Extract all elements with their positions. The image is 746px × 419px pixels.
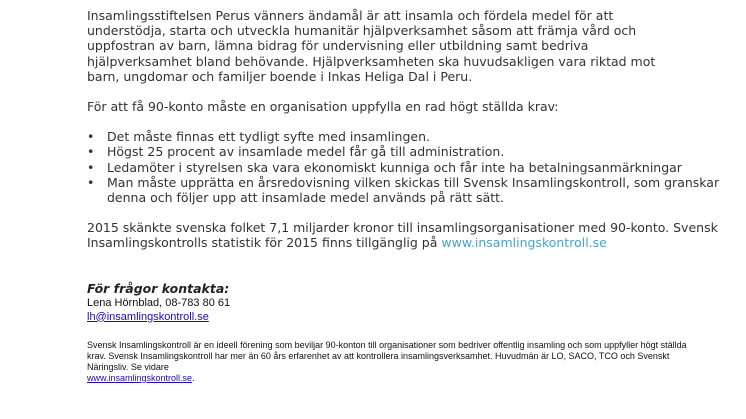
requirement-text: Det måste finnas ett tydligt syfte med insamlingen. [107,129,430,145]
bullet-icon: • [87,144,95,160]
contact-heading: För frågor kontakta: [87,280,230,296]
press-release-body [87,8,727,384]
list-item [87,129,727,144]
list-item [87,175,727,205]
stats-text: 2015 skänkte svenska folket 7,1 miljarder kronor till insamlingsorganisationer med 90-konto. Svensk Insamlingskontrolls statistik för 2015 finns tillgänglig på [87,220,718,251]
requirement-text: Högst 25 procent av insamlade medel får gå till administration. [107,144,505,160]
bullet-icon: • [87,129,95,145]
requirement-text: Man måste upprätta en årsredovisning vilken skickas till Svensk Insamlingskontroll, som granskar denna och följer upp att insamlade medel används på rätt sätt. [107,174,720,206]
footer-boilerplate [87,340,687,384]
footer-link[interactable]: www.insamlingskontroll.se [87,372,193,383]
bullet-icon: • [87,159,95,175]
intro-paragraph: Insamlingsstiftelsen Perus vänners ändamål är att insamla och fördela medel för att understödja, starta och utveckla humanitär hjälpverksamhet såsom att främja vård och uppfostran av barn, lämna bidrag för undervisning eller utbildning samt bedriva hjälpverksamhet bland behövande. Hjälpverksamheten ska huvudsakligen vara riktad mot barn, ungdomar och familjer boende i Inkas Heliga Dal i Peru. [87,8,656,84]
stats-paragraph [87,220,727,250]
contact-email-link[interactable]: lh@insamlingskontroll.se [87,310,209,323]
bullet-icon: • [87,174,95,190]
list-item [87,144,727,159]
footer-period: . [192,372,195,383]
requirement-text: Ledamöter i styrelsen ska vara ekonomiskt kunniga och får inte ha betalningsanmärkningar [107,159,682,175]
contact-name-phone: Lena Hörnblad, 08-783 80 61 [87,296,231,309]
list-item [87,160,727,175]
footer-text: Svensk Insamlingskontroll är en ideell förening som beviljar 90-konton till organisationer som bedriver offentlig insamling och som uppfyller högt ställda krav. Svensk Insamlingskontroll har mer än 60 års erfarenhet av att kontrollera insamlingsverksamhet. Huvudmän är LO, SACO, TCO och Svenskt Näringsliv. Se vidare [87,339,687,372]
stats-link[interactable]: www.insamlingskontroll.se [441,235,607,251]
requirements-intro: För att få 90-konto måste en organisation uppfylla en rad högt ställda krav: [87,99,559,115]
requirements-list [87,129,727,205]
